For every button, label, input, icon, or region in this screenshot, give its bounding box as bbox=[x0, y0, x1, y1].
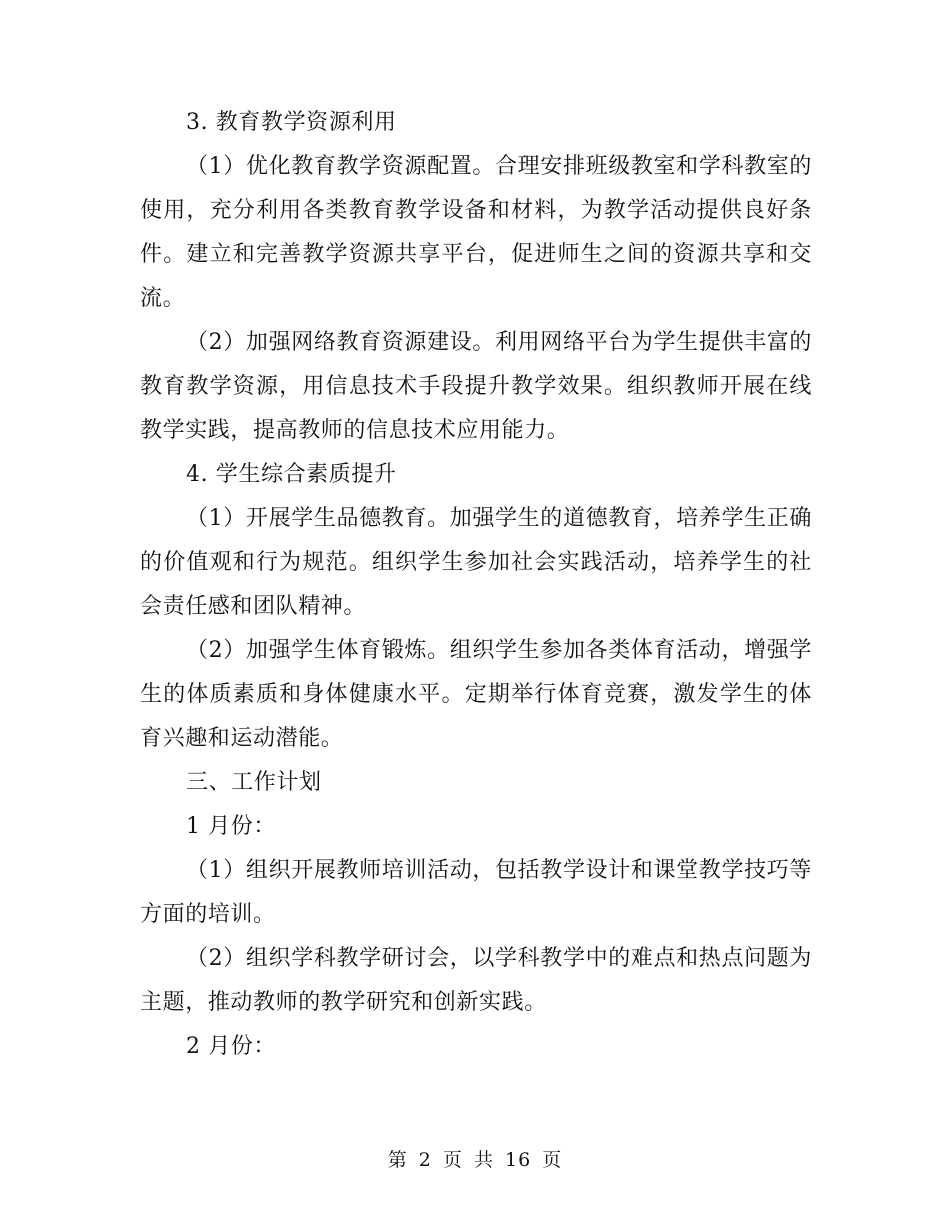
paragraph-physical-training: （2）加强学生体育锻炼。组织学生参加各类体育活动，增强学生的体质素质和身体健康水平。定期举行体育竞赛，激发学生的体育兴趣和运动潜能。 bbox=[140, 638, 812, 751]
paragraph-network-resources: （2）加强网络教育资源建设。利用网络平台为学生提供丰富的教育教学资源，用信息技术手段提升教学效果。组织教师开展在线教学实践，提高教师的信息技术应用能力。 bbox=[140, 330, 812, 443]
section-heading-work-plan: 三、工作计划 bbox=[186, 770, 322, 795]
paragraph-subject-seminar: （2）组织学科教学研讨会，以学科教学中的难点和热点问题为主题，推动教师的教学研究和创新实践。 bbox=[140, 946, 812, 1015]
section-heading-resources: 3. 教育教学资源利用 bbox=[186, 110, 397, 135]
month-heading-february: 2 月份： bbox=[186, 1034, 276, 1059]
paragraph-teacher-training: （1）组织开展教师培训活动，包括教学设计和课堂教学技巧等方面的培训。 bbox=[140, 858, 812, 927]
paragraph-resource-allocation: （1）优化教育教学资源配置。合理安排班级教室和学科教室的使用，充分利用各类教育教学设备和材料，为教学活动提供良好条件。建立和完善教学资源共享平台，促进师生之间的资源共享和交流。 bbox=[140, 154, 812, 311]
document-body bbox=[140, 101, 812, 1069]
page-number-footer: 第 2 页 共 16 页 bbox=[387, 1149, 563, 1171]
section-heading-student-quality: 4. 学生综合素质提升 bbox=[186, 462, 397, 487]
paragraph-moral-education: （1）开展学生品德教育。加强学生的道德教育，培养学生正确的价值观和行为规范。组织学生参加社会实践活动，培养学生的社会责任感和团队精神。 bbox=[140, 506, 812, 619]
month-heading-january: 1 月份： bbox=[186, 814, 276, 839]
